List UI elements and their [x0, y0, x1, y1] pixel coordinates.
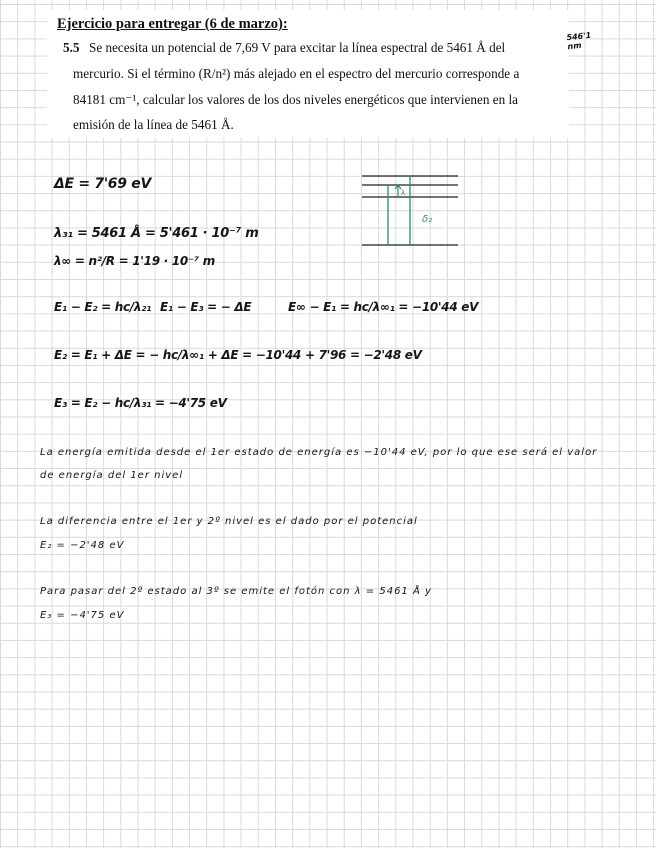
problem-line-4: emisión de la línea de 5461 Å.: [73, 117, 234, 132]
hw-note3-line1: Para pasar del 2º estado al 3º se emite el fotón con λ = 5461 Å y: [40, 586, 432, 597]
diagram-label-small: λ: [401, 189, 406, 197]
hw-note3-line2: E₃ = −4'75 eV: [40, 610, 125, 621]
hw-note2-line2: E₂ = −2'48 eV: [40, 540, 125, 551]
printed-problem-box: [47, 10, 592, 138]
diagram-label-big: δ₂: [422, 214, 433, 225]
hw-lambda-31: λ₃₁ = 5461 Å = 5'461 · 10⁻⁷ m: [54, 226, 259, 241]
hw-note1-line2: de energía del 1er nivel: [40, 470, 184, 481]
hw-eq2: E₁ − E₃ = − ΔE: [160, 300, 252, 314]
exercise-title: Ejercicio para entregar (6 de marzo):: [57, 16, 288, 32]
problem-line-1: Se necesita un potencial de 7,69 V para excitar la línea espectral de 5461 Å del: [89, 40, 506, 55]
hw-lambda-inf: λ∞ = n²/R = 1'19 · 10⁻⁷ m: [54, 254, 215, 268]
hw-delta-e: ΔE = 7'69 eV: [54, 176, 151, 192]
hw-note1-line1: La energía emitida desde el 1er estado de energía es −10'44 eV, por lo que ese será el valor: [40, 447, 598, 458]
problem-line-2: mercurio. Si el término (R/n²) más alejado en el espectro del mercurio corresponde a: [73, 66, 520, 81]
hw-eq3: E∞ − E₁ = hc/λ∞₁ = −10'44 eV: [288, 300, 479, 314]
problem-number: 5.5: [63, 40, 80, 55]
hw-eq5: E₃ = E₂ − hc/λ₃₁ = −4'75 eV: [54, 396, 227, 410]
hw-note2-line1: La diferencia entre el 1er y 2º nivel es el dado por el potencial: [40, 516, 418, 527]
energy-level-diagram: [362, 170, 462, 250]
corner-note: 546'1 nm: [566, 30, 592, 52]
hw-eq4: E₂ = E₁ + ΔE = − hc/λ∞₁ + ΔE = −10'44 + 7'96 = −2'48 eV: [54, 348, 422, 362]
hw-eq1: E₁ − E₂ = hc/λ₂₁: [54, 300, 152, 314]
problem-line-3: 84181 cm⁻¹, calcular los valores de los dos niveles energéticos que intervienen en la: [73, 92, 518, 107]
